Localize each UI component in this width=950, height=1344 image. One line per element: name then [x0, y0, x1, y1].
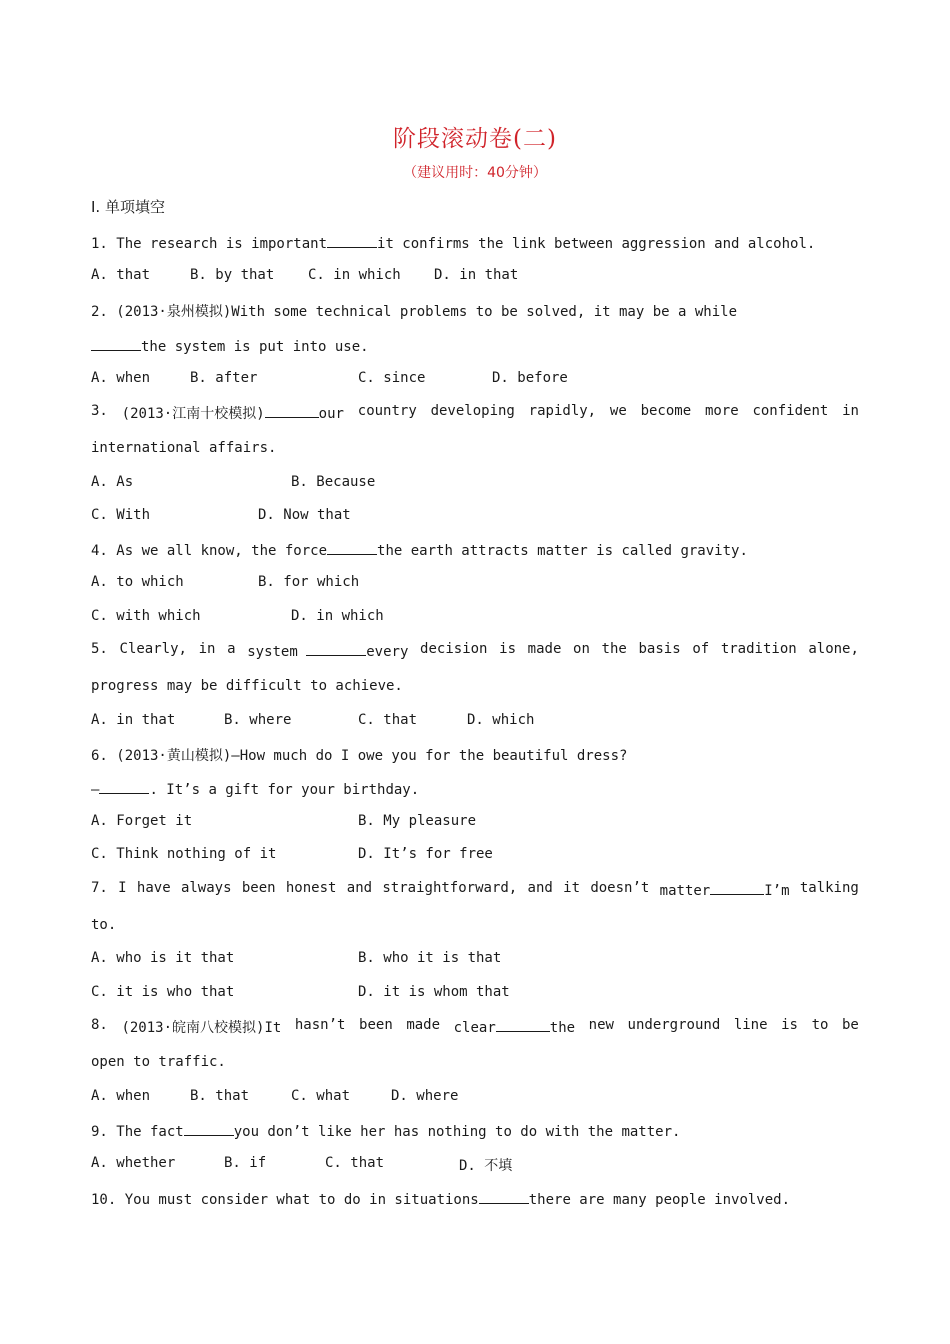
- word: to: [811, 1017, 829, 1033]
- word: decision: [420, 641, 488, 657]
- word: 7.: [91, 880, 108, 896]
- word: basis: [638, 641, 681, 657]
- word: and: [527, 880, 553, 896]
- answer-blank: [91, 336, 141, 351]
- page-subtitle: （建议用时：40分钟）: [403, 165, 547, 181]
- option-b: B. My pleasure: [358, 813, 477, 829]
- option-d: D. 不填: [459, 1158, 513, 1174]
- word: and: [346, 880, 373, 896]
- option-b: B. if: [224, 1155, 267, 1171]
- question-9-rest: you don’t like her has nothing to do with the matter.: [233, 1124, 681, 1140]
- answer-blank: [496, 1017, 550, 1032]
- option-c: C. that: [358, 712, 418, 728]
- option-b: B. by that: [190, 267, 275, 283]
- word: is: [499, 641, 516, 657]
- answer-blank: [265, 403, 319, 418]
- word: country: [357, 403, 417, 419]
- option-d: D. in which: [291, 608, 384, 624]
- option-b: B. where: [224, 712, 292, 728]
- question-5: [91, 641, 859, 660]
- question-4: [91, 540, 748, 559]
- option-a: A. As: [91, 474, 134, 490]
- option-b: B. who it is that: [358, 950, 502, 966]
- question-6-rest: . It’s a gift for your birthday.: [149, 782, 420, 798]
- option-d: D. Now that: [258, 507, 351, 523]
- word: matter I’m: [660, 880, 790, 899]
- word: (2013·江南十校模拟) our: [122, 403, 344, 423]
- answer-blank: [479, 1189, 529, 1204]
- word: alone,: [808, 641, 859, 657]
- question-6-stem: 6. (2013·黄山模拟)—How much do I owe you for the beautiful dress?: [91, 748, 628, 764]
- question-4-rest: the earth attracts matter is called gravity.: [377, 543, 748, 559]
- word: always: [180, 880, 232, 896]
- word: is: [781, 1017, 798, 1033]
- question-9: [91, 1121, 680, 1140]
- word: honest: [285, 880, 337, 896]
- word: talking: [799, 880, 859, 896]
- word: tradition: [720, 641, 797, 657]
- option-d: D. in that: [434, 267, 519, 283]
- question-1-stem: 1. The research is important: [91, 236, 328, 252]
- question-3-rest: international affairs.: [91, 440, 277, 456]
- question-8-rest: open to traffic.: [91, 1054, 226, 1070]
- word: 8.: [91, 1017, 108, 1033]
- word: become: [640, 403, 692, 419]
- option-a: A. who is it that: [91, 950, 235, 966]
- word: we: [609, 403, 627, 419]
- option-a: A. Forget it: [91, 813, 193, 829]
- option-a: A. when: [91, 370, 151, 386]
- option-b: B. Because: [291, 474, 376, 490]
- answer-blank: [99, 779, 149, 794]
- answer-blank: [327, 233, 377, 248]
- question-1-rest: it confirms the link between aggression and alcohol.: [377, 236, 816, 252]
- word: been: [241, 880, 276, 896]
- answer-blank: [710, 880, 764, 895]
- question-5-rest: progress may be difficult to achieve.: [91, 678, 403, 694]
- option-a: A. in that: [91, 712, 176, 728]
- option-c: C. with which: [91, 608, 201, 624]
- word: 5.: [91, 641, 108, 657]
- option-b: B. for which: [258, 574, 360, 590]
- question-2-stem: 2. (2013·泉州模拟)With some technical problems to be solved, it may be a while: [91, 304, 738, 320]
- option-c: C. it is who that: [91, 984, 235, 1000]
- word: in: [842, 403, 859, 419]
- word: doesn’t: [590, 880, 650, 896]
- word: made: [406, 1017, 441, 1033]
- word: have: [136, 880, 171, 896]
- option-c: C. what: [291, 1088, 351, 1104]
- word: system every: [247, 641, 408, 660]
- word: developing: [430, 403, 515, 419]
- question-1: [91, 233, 815, 252]
- option-a: A. whether: [91, 1155, 176, 1171]
- answer-blank: [306, 641, 366, 656]
- word: (2013·皖南八校模拟)It: [121, 1020, 282, 1036]
- option-d: D. It’s for free: [358, 846, 493, 862]
- question-7: [91, 880, 859, 899]
- word: on: [573, 641, 590, 657]
- word: a: [227, 641, 236, 657]
- question-6: [91, 779, 419, 798]
- word: straightforward,: [382, 880, 518, 896]
- word: confident: [752, 403, 829, 419]
- word: in: [198, 641, 216, 657]
- question-8: [91, 1017, 859, 1037]
- option-c: C. in which: [308, 267, 401, 283]
- question-10: [91, 1189, 790, 1208]
- word: it: [563, 880, 581, 896]
- word: more: [704, 403, 739, 419]
- option-d: D. which: [467, 712, 535, 728]
- answer-blank: [184, 1121, 234, 1136]
- word: be: [842, 1017, 859, 1033]
- word: been: [359, 1017, 393, 1033]
- option-a: A. when: [91, 1088, 151, 1104]
- option-a: A. that: [91, 267, 151, 283]
- option-d: D. where: [391, 1088, 459, 1104]
- word: I: [118, 880, 127, 896]
- word: underground: [627, 1017, 721, 1033]
- question-10-stem: 10. You must consider what to do in situations: [91, 1192, 479, 1208]
- word: the: [601, 641, 627, 657]
- question-3: [91, 403, 859, 423]
- question-10-rest: there are many people involved.: [528, 1192, 791, 1208]
- section-heading: Ⅰ. 单项填空: [91, 198, 165, 216]
- option-d: D. it is whom that: [358, 984, 510, 1000]
- question-4-stem: 4. As we all know, the force: [91, 543, 328, 559]
- question-7-rest: to.: [91, 917, 117, 933]
- word: Clearly,: [119, 641, 187, 657]
- question-2-rest: the system is put into use.: [141, 339, 369, 355]
- option-a: A. to which: [91, 574, 184, 590]
- word: made: [527, 641, 562, 657]
- page-title: 阶段滚动卷(二): [393, 126, 557, 152]
- question-2: [91, 336, 369, 355]
- option-b: B. that: [190, 1088, 250, 1104]
- word: rapidly,: [528, 403, 597, 419]
- word: clear the: [454, 1017, 575, 1037]
- option-d: D. before: [492, 370, 568, 386]
- option-c: C. that: [325, 1155, 385, 1171]
- option-b: B. after: [190, 370, 258, 386]
- answer-blank: [327, 540, 377, 555]
- option-c: C. Think nothing of it: [91, 846, 277, 862]
- word: hasn’t: [294, 1017, 346, 1033]
- word: 3.: [91, 403, 108, 419]
- word: line: [733, 1017, 768, 1033]
- word: of: [692, 641, 710, 657]
- word: new: [588, 1017, 614, 1033]
- option-c: C. With: [91, 507, 151, 523]
- option-c: C. since: [358, 370, 426, 386]
- dash: —: [91, 782, 100, 798]
- question-9-stem: 9. The fact: [91, 1124, 184, 1140]
